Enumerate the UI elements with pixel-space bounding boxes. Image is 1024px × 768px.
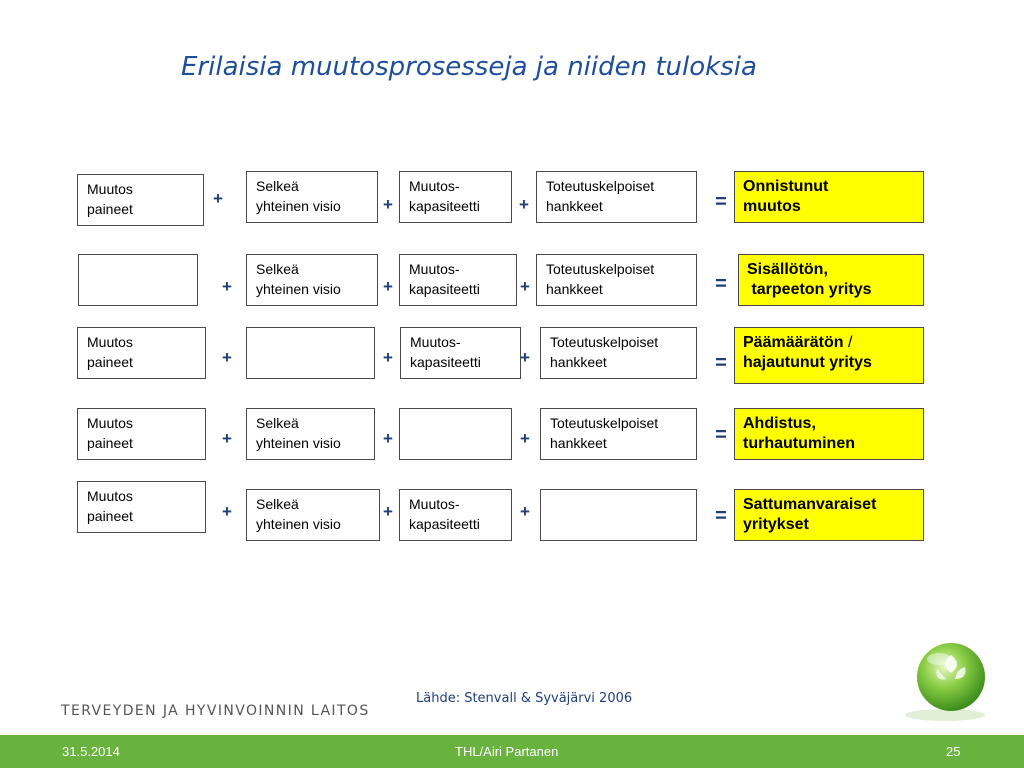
box-label: Muutos-: [409, 496, 460, 512]
plus-operator: +: [519, 195, 529, 214]
plus-operator: +: [222, 429, 232, 448]
box-label: paineet: [87, 435, 133, 451]
box-label: paineet: [87, 201, 133, 217]
result-box: [734, 327, 924, 384]
result-label: Ahdistus,: [743, 415, 816, 432]
box-label: paineet: [87, 508, 133, 524]
plus-operator: +: [383, 195, 393, 214]
equals-operator: =: [715, 273, 727, 295]
result-label: turhautuminen: [743, 435, 855, 452]
result-label-slash: /: [843, 334, 853, 351]
box-label: hankkeet: [546, 198, 603, 214]
visio-box: [246, 254, 378, 306]
muutospaineet-box: [77, 408, 206, 460]
box-label: Muutos: [87, 334, 133, 350]
box-label: Selkeä: [256, 496, 299, 512]
box-label: Toteutuskelpoiset: [550, 334, 659, 350]
box-label: hankkeet: [550, 354, 607, 370]
hankkeet-box: [540, 327, 697, 379]
box-label: yhteinen visio: [256, 516, 341, 532]
box-label: Toteutuskelpoiset: [546, 261, 655, 277]
result-box: [734, 489, 924, 541]
box-label: Selkeä: [256, 261, 299, 277]
kapasiteetti-box: [399, 489, 512, 541]
muutospaineet-box: [77, 174, 204, 226]
box-label: yhteinen visio: [256, 281, 341, 297]
box-label: kapasiteetti: [410, 354, 481, 370]
box-label: kapasiteetti: [409, 198, 480, 214]
box-label: Muutos-: [410, 334, 461, 350]
footer-date: 31.5.2014: [62, 744, 120, 759]
source-citation: Lähde: Stenvall & Syväjärvi 2006: [416, 691, 633, 706]
box-label: Muutos-: [409, 261, 460, 277]
plus-operator: +: [520, 348, 530, 367]
equals-operator: =: [715, 352, 727, 374]
result-label: Päämäärätön: [743, 334, 844, 351]
plus-operator: +: [520, 277, 530, 296]
result-label: hajautunut yritys: [743, 354, 872, 371]
box-label: Muutos: [87, 415, 133, 431]
box-label: Toteutuskelpoiset: [550, 415, 659, 431]
kapasiteetti-box: [399, 254, 517, 306]
footer-page-number: 25: [946, 744, 961, 759]
box-label: paineet: [87, 354, 133, 370]
box-label: Selkeä: [256, 178, 299, 194]
equals-operator: =: [715, 505, 727, 527]
box-label: kapasiteetti: [409, 281, 480, 297]
box-label: Muutos: [87, 181, 133, 197]
result-box: [738, 254, 924, 306]
visio-box: [246, 171, 378, 223]
result-box: [734, 408, 924, 460]
muutospaineet-box: [77, 327, 206, 379]
plus-operator: +: [213, 189, 223, 208]
visio-box: [246, 489, 380, 541]
box-label: Toteutuskelpoiset: [546, 178, 655, 194]
empty-visio-box: [246, 327, 375, 379]
muutospaineet-box: [77, 481, 206, 533]
box-label: yhteinen visio: [256, 198, 341, 214]
box-label: Selkeä: [256, 415, 299, 431]
plus-operator: +: [222, 502, 232, 521]
result-label: Sisällötön,: [747, 261, 828, 278]
plus-operator: +: [383, 277, 393, 296]
kapasiteetti-box: [400, 327, 521, 379]
result-box: [734, 171, 924, 223]
plus-operator: +: [383, 429, 393, 448]
hankkeet-box: [536, 171, 697, 223]
plus-operator: +: [222, 277, 232, 296]
result-label: Onnistunut: [743, 178, 829, 195]
result-label: muutos: [743, 198, 801, 215]
box-label: kapasiteetti: [409, 516, 480, 532]
box-label: hankkeet: [546, 281, 603, 297]
plus-operator: +: [520, 502, 530, 521]
hankkeet-box: [536, 254, 697, 306]
result-label: tarpeeton yritys: [747, 281, 872, 298]
footer-bar: [0, 735, 1024, 768]
result-label-line: [743, 333, 923, 353]
result-label: Sattumanvaraiset: [743, 496, 877, 513]
box-label: Muutos-: [409, 178, 460, 194]
plus-operator: +: [383, 348, 393, 367]
organization-name: TERVEYDEN JA HYVINVOINNIN LAITOS: [61, 703, 370, 719]
empty-muutospaineet-box: [78, 254, 198, 306]
slide-title: Erilaisia muutosprosesseja ja niiden tuloksia: [181, 52, 757, 82]
box-label: Muutos: [87, 488, 133, 504]
footer-author: THL/Airi Partanen: [455, 744, 559, 759]
plus-operator: +: [520, 429, 530, 448]
plus-operator: +: [383, 502, 393, 521]
kapasiteetti-box: [399, 171, 512, 223]
hankkeet-box: [540, 408, 697, 460]
visio-box: [246, 408, 375, 460]
equals-operator: =: [715, 191, 727, 213]
empty-hankkeet-box: [540, 489, 697, 541]
empty-kapasiteetti-box: [399, 408, 512, 460]
result-label: yritykset: [743, 516, 809, 533]
thl-globe-icon: [893, 637, 993, 727]
box-label: yhteinen visio: [256, 435, 341, 451]
box-label: hankkeet: [550, 435, 607, 451]
plus-operator: +: [222, 348, 232, 367]
equals-operator: =: [715, 424, 727, 446]
